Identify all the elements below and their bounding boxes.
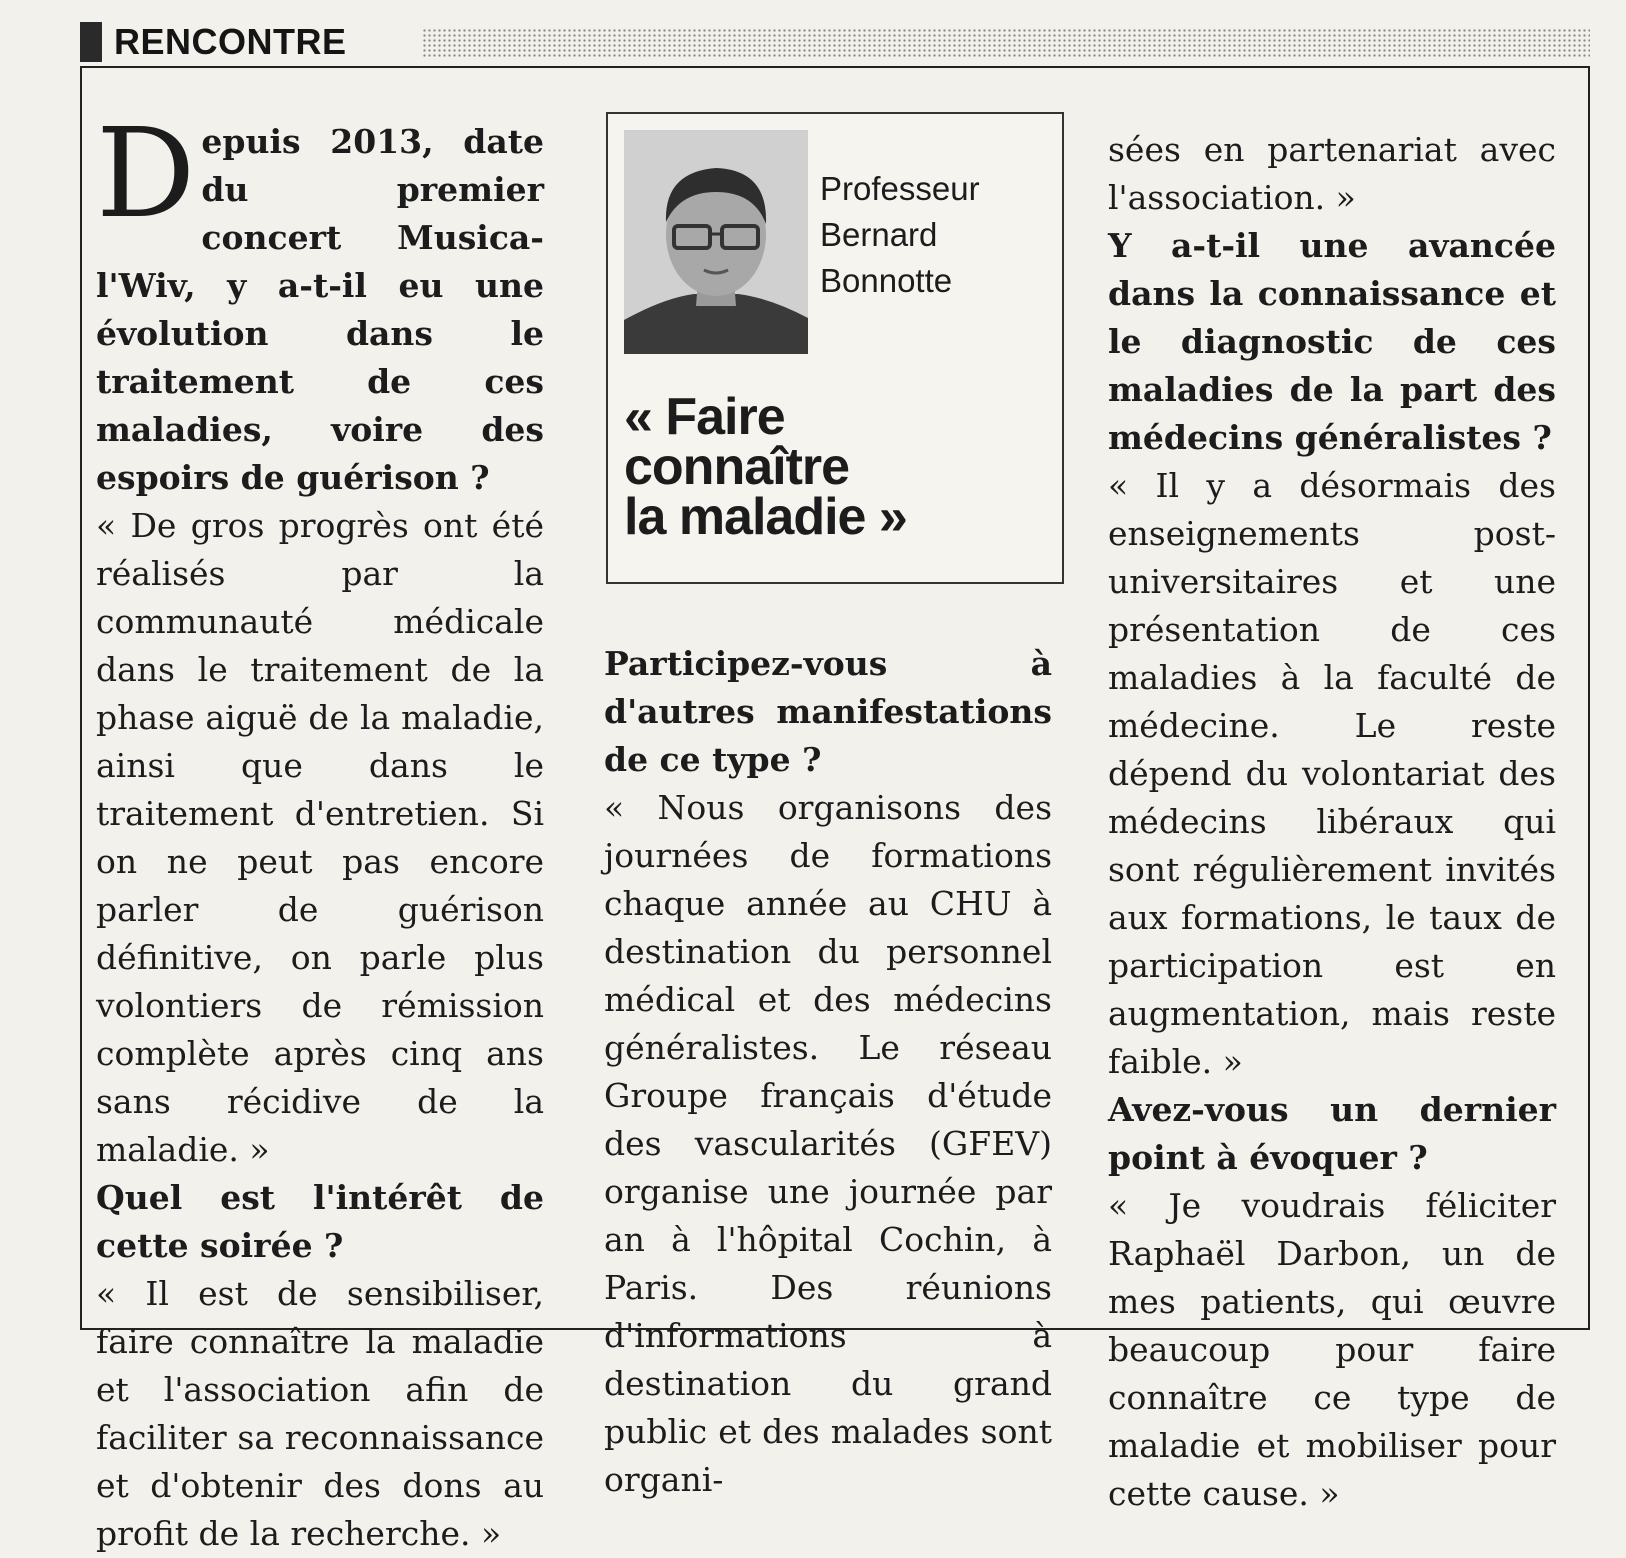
pull-quote-line: connaître (624, 438, 850, 496)
section-header (80, 22, 1590, 62)
article-column-2 (604, 640, 1052, 1504)
answer-3: « Nous organisons des journées de formations chaque année au CHU à destination du personnel médical et des médecins généralistes. Le réseau Groupe français d'étude des vascularités (GFEV) organise une journée par an à l'hôpital Cochin, à Paris. Des réunions d'informations à destination du grand public et des malades sont organi- (604, 788, 1052, 1499)
pull-quote (624, 388, 1044, 546)
answer-4: « Il y a désormais des enseignements post-universitaires et une présentation de ces maladies à la faculté de médecine. Le reste dépend du volontariat des médecins libéraux qui sont régulièrement invités aux formations, le taux de participation est en augmentation, mais reste faible. » (1108, 466, 1556, 1081)
section-label: RENCONTRE (106, 22, 355, 62)
answer-2: « Il est de sensibiliser, faire connaître la maladie et l'association afin de faciliter sa reconnaissance et d'obtenir des dons au profit de la recherche. » (96, 1274, 544, 1553)
answer-3-continued: sées en partenariat avec l'association. » (1108, 130, 1556, 217)
question-2: Quel est l'intérêt de cette soirée ? (96, 1178, 544, 1265)
caption-line: Professeur (820, 170, 980, 207)
pull-quote-line: « Faire (624, 388, 785, 446)
interviewee-caption (820, 166, 1040, 304)
question-1-text: epuis 2013, date du premier concert Musica-l'Wiv, y a-t-il eu une évolution dans le traitement de ces maladies, voire des espoirs de guérison ? (96, 122, 544, 497)
caption-line: Bernard (820, 216, 938, 253)
pull-quote-line: la maladie » (624, 488, 907, 546)
interviewee-portrait (624, 130, 808, 354)
interviewee-box (606, 112, 1064, 584)
answer-5: « Je voudrais féliciter Raphaël Darbon, un de mes patients, qui œuvre beaucoup pour faire connaître ce type de maladie et mobiliser pour cette cause. » (1108, 1186, 1556, 1513)
drop-cap: D (96, 102, 196, 246)
question-5: Avez-vous un dernier point à évoquer ? (1108, 1090, 1556, 1177)
article-column-1 (96, 102, 544, 1558)
portrait-image (624, 130, 808, 354)
header-marker (80, 22, 102, 62)
question-1 (96, 102, 544, 502)
question-4: Y a-t-il une avancée dans la connaissance et le diagnostic de ces maladies de la part des médecins généralistes ? (1108, 226, 1556, 457)
header-dotted-rule (422, 28, 1590, 58)
caption-line: Bonnotte (820, 262, 953, 299)
question-3: Participez-vous à d'autres manifestations de ce type ? (604, 644, 1052, 779)
answer-1: « De gros progrès ont été réalisés par la communauté médicale dans le traitement de la phase aiguë de la maladie, ainsi que dans le traitement d'entretien. Si on ne peut pas encore parler de guérison définitive, on parle plus volontiers de rémission complète après cinq ans sans récidive de la maladie. » (96, 506, 544, 1169)
article-column-3 (1108, 126, 1556, 1518)
